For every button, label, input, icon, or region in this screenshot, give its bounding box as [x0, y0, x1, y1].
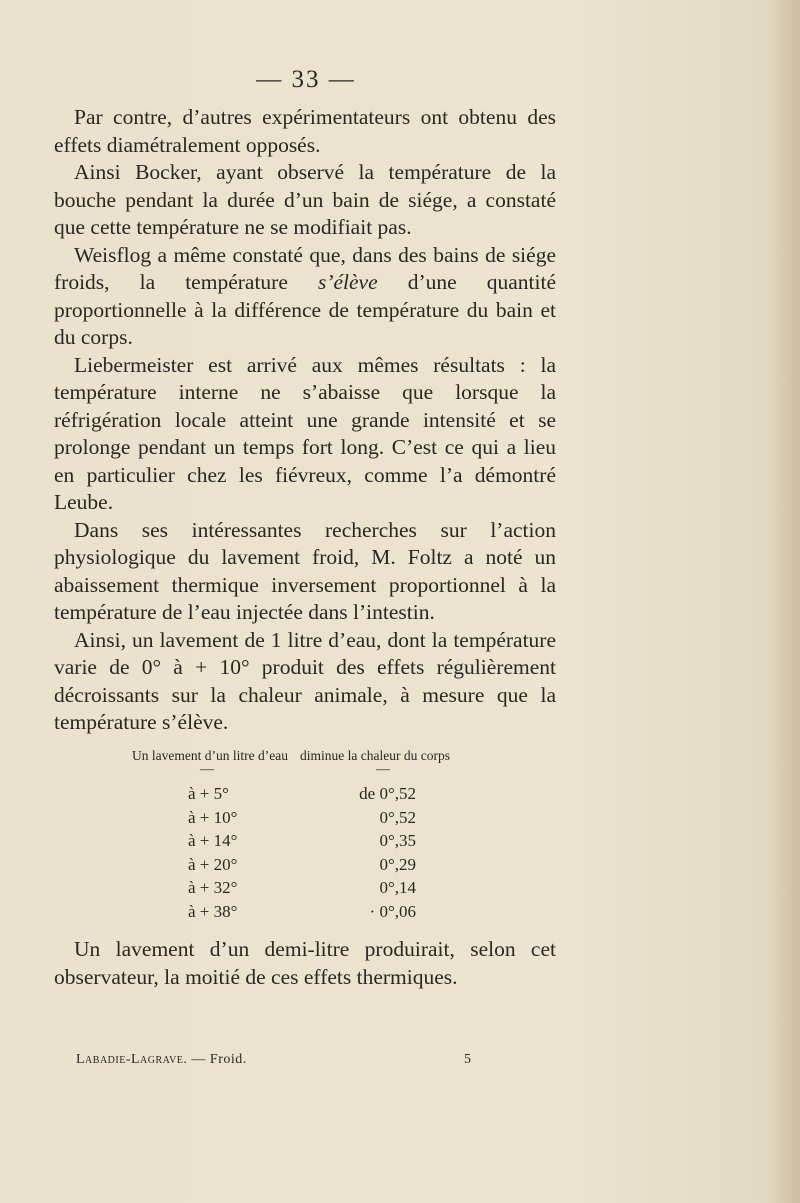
body-text — [54, 104, 556, 737]
paragraph: Liebermeister est arrivé aux mêmes résultats : la température interne ne s’abaisse que lorsque la réfrigération locale atteint une grande intensité et se prolonge pendant un temps fort long. C’est ce qui a lieu en particulier chez les fiévreux, comme l’a démontré Leube. — [54, 352, 556, 514]
table-row — [120, 878, 540, 902]
text-run: d’une quantité proportionnelle à la différence de température du bain et du corps. — [54, 270, 556, 349]
data-table — [120, 748, 540, 925]
table-row — [120, 831, 540, 855]
signature-mark: 5 — [464, 1052, 471, 1067]
table-row — [120, 808, 540, 832]
cell-effect: 0°,35 — [379, 831, 416, 850]
cell-effect: 0°,29 — [379, 854, 416, 874]
cell-effect: · 0°,06 — [369, 901, 416, 921]
cell-effect: de 0°,52 — [359, 784, 416, 803]
cell-temperature: à + 32° — [188, 878, 238, 897]
cell-temperature: à + 14° — [188, 831, 238, 850]
footer-separator: — — [191, 1052, 206, 1067]
cell-temperature: à + 38° — [188, 901, 238, 921]
table-header — [120, 748, 540, 784]
italic-word: s’élève — [317, 270, 378, 294]
paragraph: Un lavement d’un demi-litre produirait, selon cet observateur, la moitié de ces effets thermiques. — [54, 937, 556, 989]
table-row — [120, 902, 540, 926]
closing-text — [54, 936, 556, 991]
paragraph: Dans ses intéressantes recherches sur l’action physiologique du lavement froid, M. Foltz a noté un abaissement thermique inversement proportionnel à la température de l’eau injectée dans l’intestin. — [54, 517, 556, 624]
cell-temperature: à + 10° — [188, 807, 238, 827]
footer-title: Froid. — [209, 1052, 247, 1067]
table-row — [120, 784, 540, 808]
paragraph: Ainsi Bocker, ayant observé la température de la bouche pendant la durée d’un bain de siége, a constaté que cette température ne se modifiait pas. — [54, 160, 556, 239]
table-row — [120, 855, 540, 879]
page-number: — 33 — — [256, 66, 356, 93]
cell-temperature: à + 5° — [188, 784, 229, 803]
header-dash: — — [200, 762, 214, 777]
column-header-left: Un lavement d’un litre d’eau — [132, 748, 288, 763]
paragraph: Par contre, d’autres expérimentateurs ont obtenu des effets diamétralement opposés. — [54, 105, 556, 157]
column-header-right: diminue la chaleur du corps — [300, 748, 450, 763]
header-dash: — — [376, 762, 390, 777]
paragraph: Ainsi, un lavement de 1 litre d’eau, dont la température varie de 0° à + 10° produit des effets régulièrement décroissants sur la chaleur animale, à mesure que la température s’élève. — [54, 627, 556, 734]
text-run: Weisflog a même constaté que, dans des bains de siége froids, la température — [54, 242, 556, 294]
footer-running-title — [76, 1052, 247, 1068]
footer-author: Labadie-Lagrave. — [76, 1052, 188, 1067]
paragraph — [54, 242, 556, 352]
cell-effect: 0°,14 — [379, 878, 416, 897]
cell-effect: 0°,52 — [379, 807, 416, 827]
cell-temperature: à + 20° — [188, 854, 238, 874]
